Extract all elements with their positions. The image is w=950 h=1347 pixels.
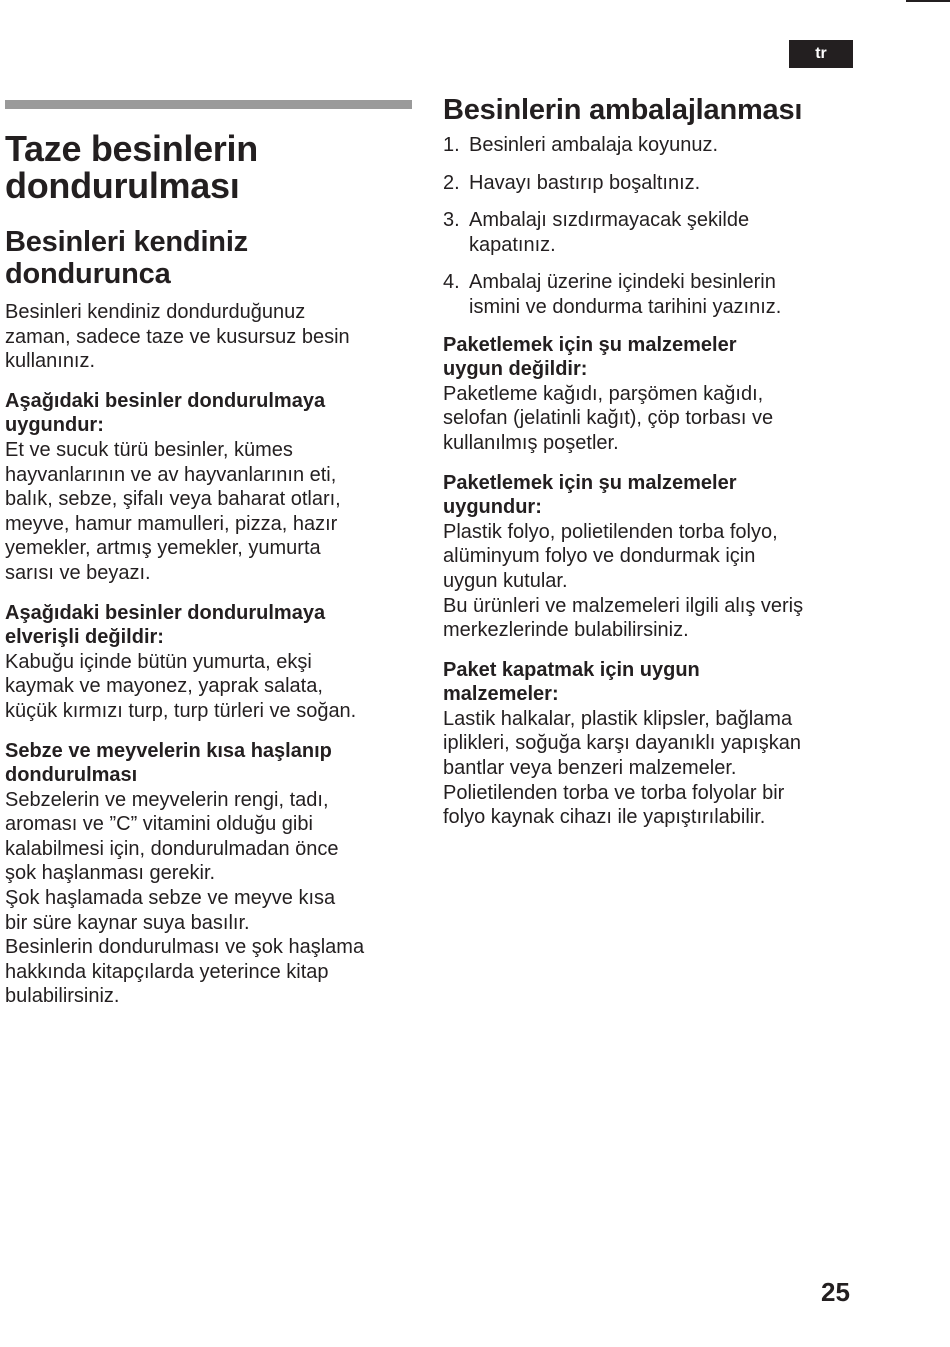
list-item: 1. Besinleri ambalaja koyunuz. — [443, 134, 719, 156]
list-item: 4. Ambalaj üzerine içindeki besinlerin ismini ve dondurma tarihini yazınız. — [443, 271, 782, 318]
blanching-text: Sebzelerin ve meyvelerin rengi, tadı, aroması ve ”C” vitamini olduğu gibi kalabilmesi için, dondurulmadan önce şok haşlanması gerekir. Şok haşlamada sebze ve meyve kısa bir süre kaynar suya basılır. Besinlerin dondurulması ve şok haşlama hakkında kitapçılarda yeterince kitap bulabilirsiniz. — [5, 788, 365, 1008]
packaging-steps — [443, 133, 863, 320]
language-badge: tr — [789, 40, 853, 68]
left-column — [5, 130, 417, 1009]
section-rule — [5, 100, 412, 109]
intro-paragraph: Besinleri kendiniz dondurduğunuz zaman, sadece taze ve kusursuz besin kullanınız. — [5, 301, 350, 373]
page-number: 25 — [821, 1277, 850, 1307]
packaging-title: Besinlerin ambalajlanması — [443, 94, 803, 126]
unsuitable-foods-heading: Aşağıdaki besinler dondurulmaya elverişli değildir: — [5, 601, 326, 649]
suitable-foods-heading: Aşağıdaki besinler dondurulmaya uygundur: — [5, 389, 326, 437]
unsuitable-foods-text: Kabuğu içinde bütün yumurta, ekşi kaymak ve mayonez, yaprak salata, küçük kırmızı turp, turp türleri ve soğan. — [5, 650, 357, 722]
page-title: Taze besinlerin dondurulması — [5, 128, 258, 206]
corner-line — [906, 0, 950, 2]
unsuitable-materials-heading: Paketlemek için şu malzemeler uygun değildir: — [443, 333, 737, 381]
blanching-heading: Sebze ve meyvelerin kısa haşlanıp dondurulması — [5, 739, 332, 787]
list-item: 2. Havayı bastırıp boşaltınız. — [443, 171, 701, 194]
suitable-foods-text: Et ve sucuk türü besinler, kümes hayvanlarının ve av hayvanlarının eti, balık, sebze, şifalı veya baharat otları, meyve, hamur mamulleri, pizza, hazır yemekler, artmış yemekler, yumurta sarısı ve beyazı. — [5, 438, 341, 584]
sealing-materials-heading: Paket kapatmak için uygun malzemeler: — [443, 658, 700, 706]
section-heading-freezing-yourself: Besinleri kendiniz dondurunca — [5, 226, 248, 290]
right-column — [443, 90, 863, 830]
suitable-materials-text: Plastik folyo, polietilenden torba folyo, alüminyum folyo ve dondurmak için uygun kutular. Bu ürünleri ve malzemeleri ilgili alış veriş merkezlerinde bulabilirsiniz. — [443, 520, 804, 642]
list-item: 3. Ambalajı sızdırmayacak şekilde kapatınız. — [443, 209, 750, 256]
sealing-materials-text: Lastik halkalar, plastik klipsler, bağlama iplikleri, soğuğa karşı dayanıklı yapışkan bantlar veya benzeri malzemeler. Polietilenden torba ve torba folyolar bir folyo kaynak cihazı ile yapıştırılabilir. — [443, 707, 801, 829]
suitable-materials-heading: Paketlemek için şu malzemeler uygundur: — [443, 471, 737, 519]
unsuitable-materials-text: Paketleme kağıdı, parşömen kağıdı, selofan (jelatinli kağıt), çöp torbası ve kullanılmış poşetler. — [443, 382, 774, 454]
